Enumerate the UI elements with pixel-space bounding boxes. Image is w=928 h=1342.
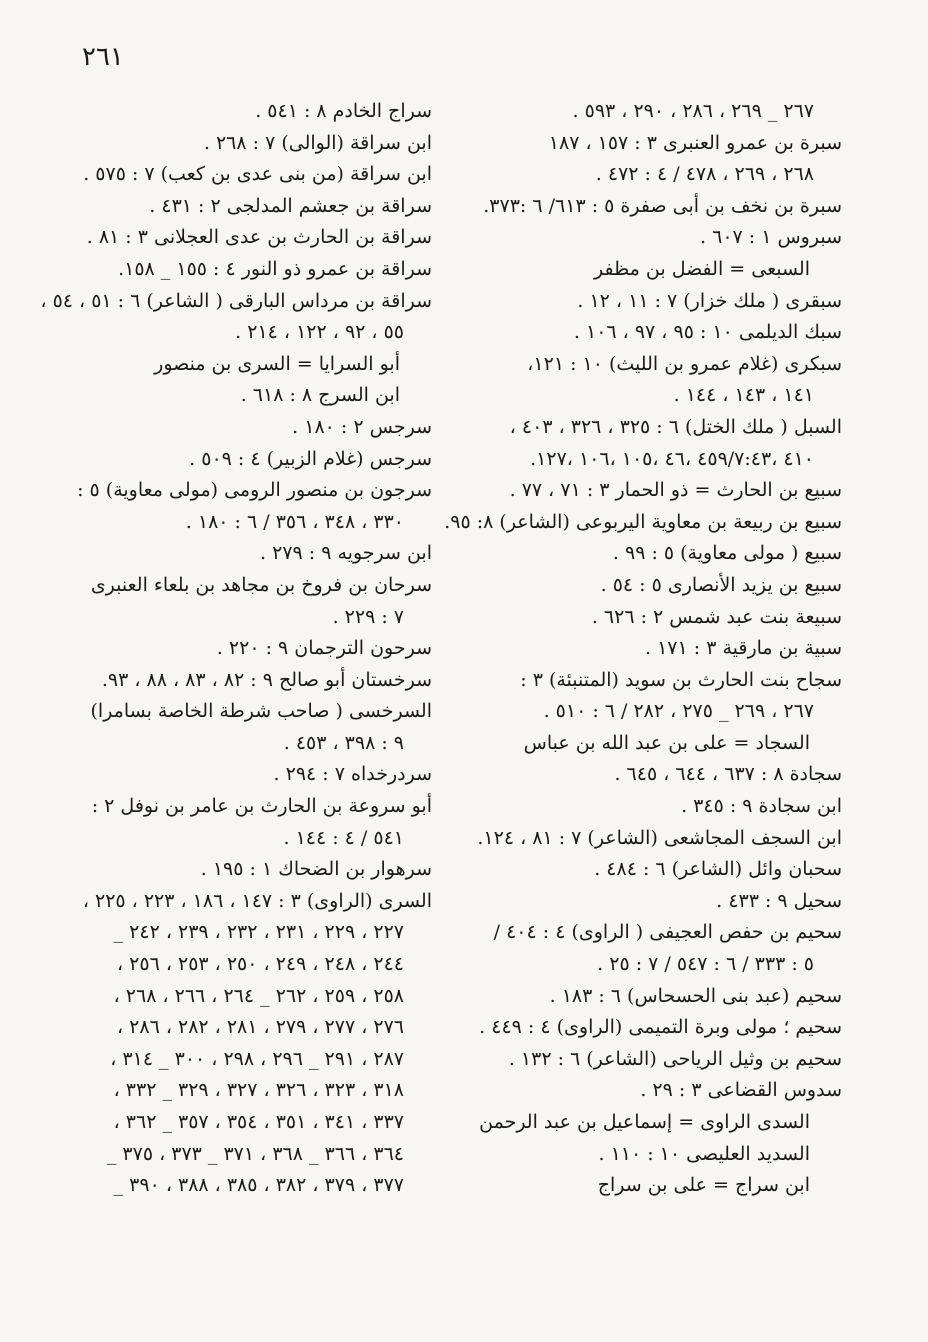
index-entry-line: ابن سجادة ٩ : ٣٤٥ .	[681, 795, 842, 818]
index-entry-line: ٣٣٧ ، ٣٤١ ، ٣٥١ ، ٣٥٤ ، ٣٥٧ _ ٣٦٢ ،	[113, 1111, 404, 1133]
index-entry-line: ابن سراقة (من بنى عدى بن كعب) ٧ : ٥٧٥ .	[83, 163, 432, 186]
index-entry-line: ٢٦٧ _ ٢٦٩ ، ٢٨٦ ، ٢٩٠ ، ٥٩٣ .	[572, 100, 814, 122]
index-entry-line: سحبان وائل (الشاعر) ٦ : ٤٨٤ .	[594, 858, 842, 881]
index-entry-line: ٢٦٧ ، ٢٦٩ _ ٢٧٥ ، ٢٨٢ / ٦ : ٥١٠ .	[543, 700, 814, 723]
index-entry-line: سبيع بن الحارث = ذو الحمار ٣ : ٧١ ، ٧٧ .	[509, 479, 842, 502]
index-entry-line: ٢٦٨ ، ٢٦٩ ، ٤٧٨ / ٤ : ٤٧٢ .	[595, 163, 814, 186]
index-entry-line: ٢٥٨ ، ٢٥٩ ، ٢٦٢ _ ٢٦٤ ، ٢٦٦ ، ٢٦٨ ،	[113, 984, 404, 1007]
index-entry-line: ٥٤١ / ٤ : ١٤٤ .	[283, 826, 404, 849]
index-entry-line: سحيل ٩ : ٤٣٣ .	[716, 889, 842, 912]
index-entry-line: سبرة بن عمرو العنبرى ٣ : ١٥٧ ، ١٨٧	[548, 131, 842, 154]
index-entry-line: سرهوار بن الضحاك ١ : ١٩٥ .	[200, 858, 432, 881]
index-entry-line: سرحان بن فروخ بن مجاهد بن بلعاء العنبرى	[90, 573, 432, 596]
index-entry-line: أبو سروعة بن الحارث بن عامر بن نوفل ٢ :	[91, 795, 432, 818]
index-entry-line: سبرة بن نخف بن أبى صفرة ٥ : ٦١٣/ ٦ :٣٧٣.	[483, 194, 842, 217]
index-entry-line: سرجس (غلام الزبير) ٤ : ٥٠٩ .	[189, 447, 432, 470]
index-entry-line: ٢٢٧ ، ٢٢٩ ، ٢٣١ ، ٢٣٢ ، ٢٣٩ ، ٢٤٢ _	[113, 921, 404, 944]
index-entry-line: سبيع بن ربيعة بن معاوية اليربوعى (الشاعر) ٨: ٩٥.	[444, 510, 842, 533]
index-column-right	[444, 96, 842, 1202]
index-entry-line: ابن السرج ٨ : ٦١٨ .	[240, 384, 400, 407]
index-entry-line: سرجس ٢ : ١٨٠ .	[292, 415, 432, 438]
index-entry-line: سراقة بن مرداس البارقى ( الشاعر) ٦ : ٥١ ، ٥٤ ،	[40, 289, 432, 312]
index-entry-line: السبل ( ملك الختل) ٦ : ٣٢٥ ، ٣٢٦ ، ٤٠٣ ،	[509, 415, 842, 438]
index-entry-line: سجادة ٨ : ٦٣٧ ، ٦٤٤ ، ٦٤٥ .	[614, 763, 842, 786]
index-entry-line: سرجون بن منصور الرومى (مولى معاوية) ٥ :	[77, 479, 432, 502]
index-entry-line: ٣٧٧ ، ٣٧٩ ، ٣٨٢ ، ٣٨٥ ، ٣٨٨ ، ٣٩٠ _	[113, 1174, 404, 1197]
index-entry-line: السبعى = الفضل بن مظفر	[594, 257, 810, 280]
index-entry-line: ١٤١ ، ١٤٣ ، ١٤٤ .	[673, 384, 814, 407]
index-entry-line: السجاد = على بن عبد الله بن عباس	[523, 731, 810, 754]
index-entry-line: سبيع بن يزيد الأنصارى ٥ : ٥٤ .	[600, 573, 842, 596]
index-entry-line: سرحون الترجمان ٩ : ٢٢٠ .	[216, 637, 432, 660]
page-number: ٢٦١	[82, 42, 124, 72]
index-entry-line: ٩ : ٣٩٨ ، ٤٥٣ .	[283, 731, 404, 754]
index-entry-line: ٥ : ٣٣٣ / ٦ : ٥٤٧ / ٧ : ٢٥ .	[597, 953, 814, 976]
index-entry-line: سبك الديلمى ١٠ : ٩٥ ، ٩٧ ، ١٠٦ .	[573, 321, 842, 344]
index-entry-line: ٢٧٦ ، ٢٧٧ ، ٢٧٩ ، ٢٨١ ، ٢٨٢ ، ٢٨٦ ،	[116, 1016, 404, 1039]
index-entry-line: ٤١٠ ،٤٥٩/٧:٤٣ ،٤٦ ،١٠٥ ،١٠٦ ،١٢٧.	[530, 447, 814, 470]
index-entry-line: سبقرى ( ملك خزار) ٧ : ١١ ، ١٢ .	[577, 289, 842, 312]
index-entry-line: سردرخداه ٧ : ٢٩٤ .	[273, 763, 432, 786]
index-entry-line: السدى الراوى = إسماعيل بن عبد الرحمن	[479, 1111, 810, 1133]
index-entry-line: ابن السجف المجاشعى (الشاعر) ٧ : ٨١ ، ١٢٤.	[477, 826, 842, 849]
index-entry-line: ٣٦٤ ، ٣٦٦ _ ٣٦٨ ، ٣٧١ _ ٣٧٣ ، ٣٧٥ _	[106, 1142, 404, 1165]
index-entry-line: سدوس القضاعى ٣ : ٢٩ .	[640, 1079, 842, 1102]
index-entry-line: أبو السرايا = السرى بن منصور	[154, 352, 400, 375]
index-entry-line: ابن سراج = على بن سراج	[597, 1174, 810, 1197]
index-entry-line: ٧ : ٢٢٩ .	[332, 605, 404, 628]
index-entry-line: سجاح بنت الحارث بن سويد (المتنبئة) ٣ :	[520, 668, 842, 691]
index-entry-line: السرى (الراوى) ٣ : ١٤٧ ، ١٨٦ ، ٢٢٣ ، ٢٢٥ ،	[82, 889, 432, 912]
index-entry-line: ٢٨٧ ، ٢٩١ _ ٢٩٦ ، ٢٩٨ ، ٣٠٠ _ ٣١٤ ،	[110, 1047, 404, 1070]
index-entry-line: ابن سرجويه ٩ : ٢٧٩ .	[260, 542, 432, 565]
index-entry-line: ابن سراقة (الوالى) ٧ : ٢٦٨ .	[203, 131, 432, 154]
index-entry-line: سبية بن مارقية ٣ : ١٧١ .	[644, 637, 842, 660]
index-entry-line: السرخسى ( صاحب شرطة الخاصة بسامرا)	[90, 700, 432, 723]
index-entry-line: سراج الخادم ٨ : ٥٤١ .	[255, 100, 432, 122]
index-entry-line: سحيم ؛ مولى وبرة التميمى (الراوى) ٤ : ٤٤٩ .	[479, 1016, 842, 1039]
index-entry-line: السديد العليصى ١٠ : ١١٠ .	[598, 1142, 810, 1165]
index-entry-line: ٥٥ ، ٩٢ ، ١٢٢ ، ٢١٤ .	[235, 321, 404, 344]
index-entry-line: سحيم (عبد بنى الحسحاس) ٦ : ١٨٣ .	[549, 984, 842, 1007]
index-entry-line: سراقة بن عمرو ذو النور ٤ : ١٥٥ _ ١٥٨.	[118, 257, 432, 280]
index-entry-line: سحيم بن حفص العجيفى ( الراوى) ٤ : ٤٠٤ /	[493, 921, 842, 944]
index-entry-line: ٣٣٠ ، ٣٤٨ ، ٣٥٦ / ٦ : ١٨٠ .	[185, 510, 404, 533]
index-entry-line: سراقة بن الحارث بن عدى العجلانى ٣ : ٨١ .	[86, 226, 432, 249]
index-entry-line: ٢٤٤ ، ٢٤٨ ، ٢٤٩ ، ٢٥٠ ، ٢٥٣ ، ٢٥٦ ،	[116, 953, 404, 976]
index-entry-line: سبيع ( مولى معاوية) ٥ : ٩٩ .	[612, 542, 842, 565]
index-entry-line: سراقة بن جعشم المدلجى ٢ : ٤٣١ .	[149, 194, 432, 217]
index-column-left	[40, 96, 432, 1202]
index-entry-line: سبكرى (غلام عمرو بن الليث) ١٠ : ١٢١،	[527, 352, 842, 375]
index-entry-line: سبيعة بنت عبد شمس ٢ : ٦٢٦ .	[591, 605, 842, 628]
index-entry-line: سحيم بن وثيل الرياحى (الشاعر) ٦ : ١٣٢ .	[508, 1047, 842, 1070]
index-entry-line: سرخستان أبو صالح ٩ : ٨٢ ، ٨٣ ، ٨٨ ، ٩٣.	[101, 668, 432, 691]
index-entry-line: سبروس ١ : ٦٠٧ .	[700, 226, 842, 249]
index-entry-line: ٣١٨ ، ٣٢٣ ، ٣٢٦ ، ٣٢٧ ، ٣٢٩ _ ٣٣٢ ،	[113, 1079, 404, 1102]
